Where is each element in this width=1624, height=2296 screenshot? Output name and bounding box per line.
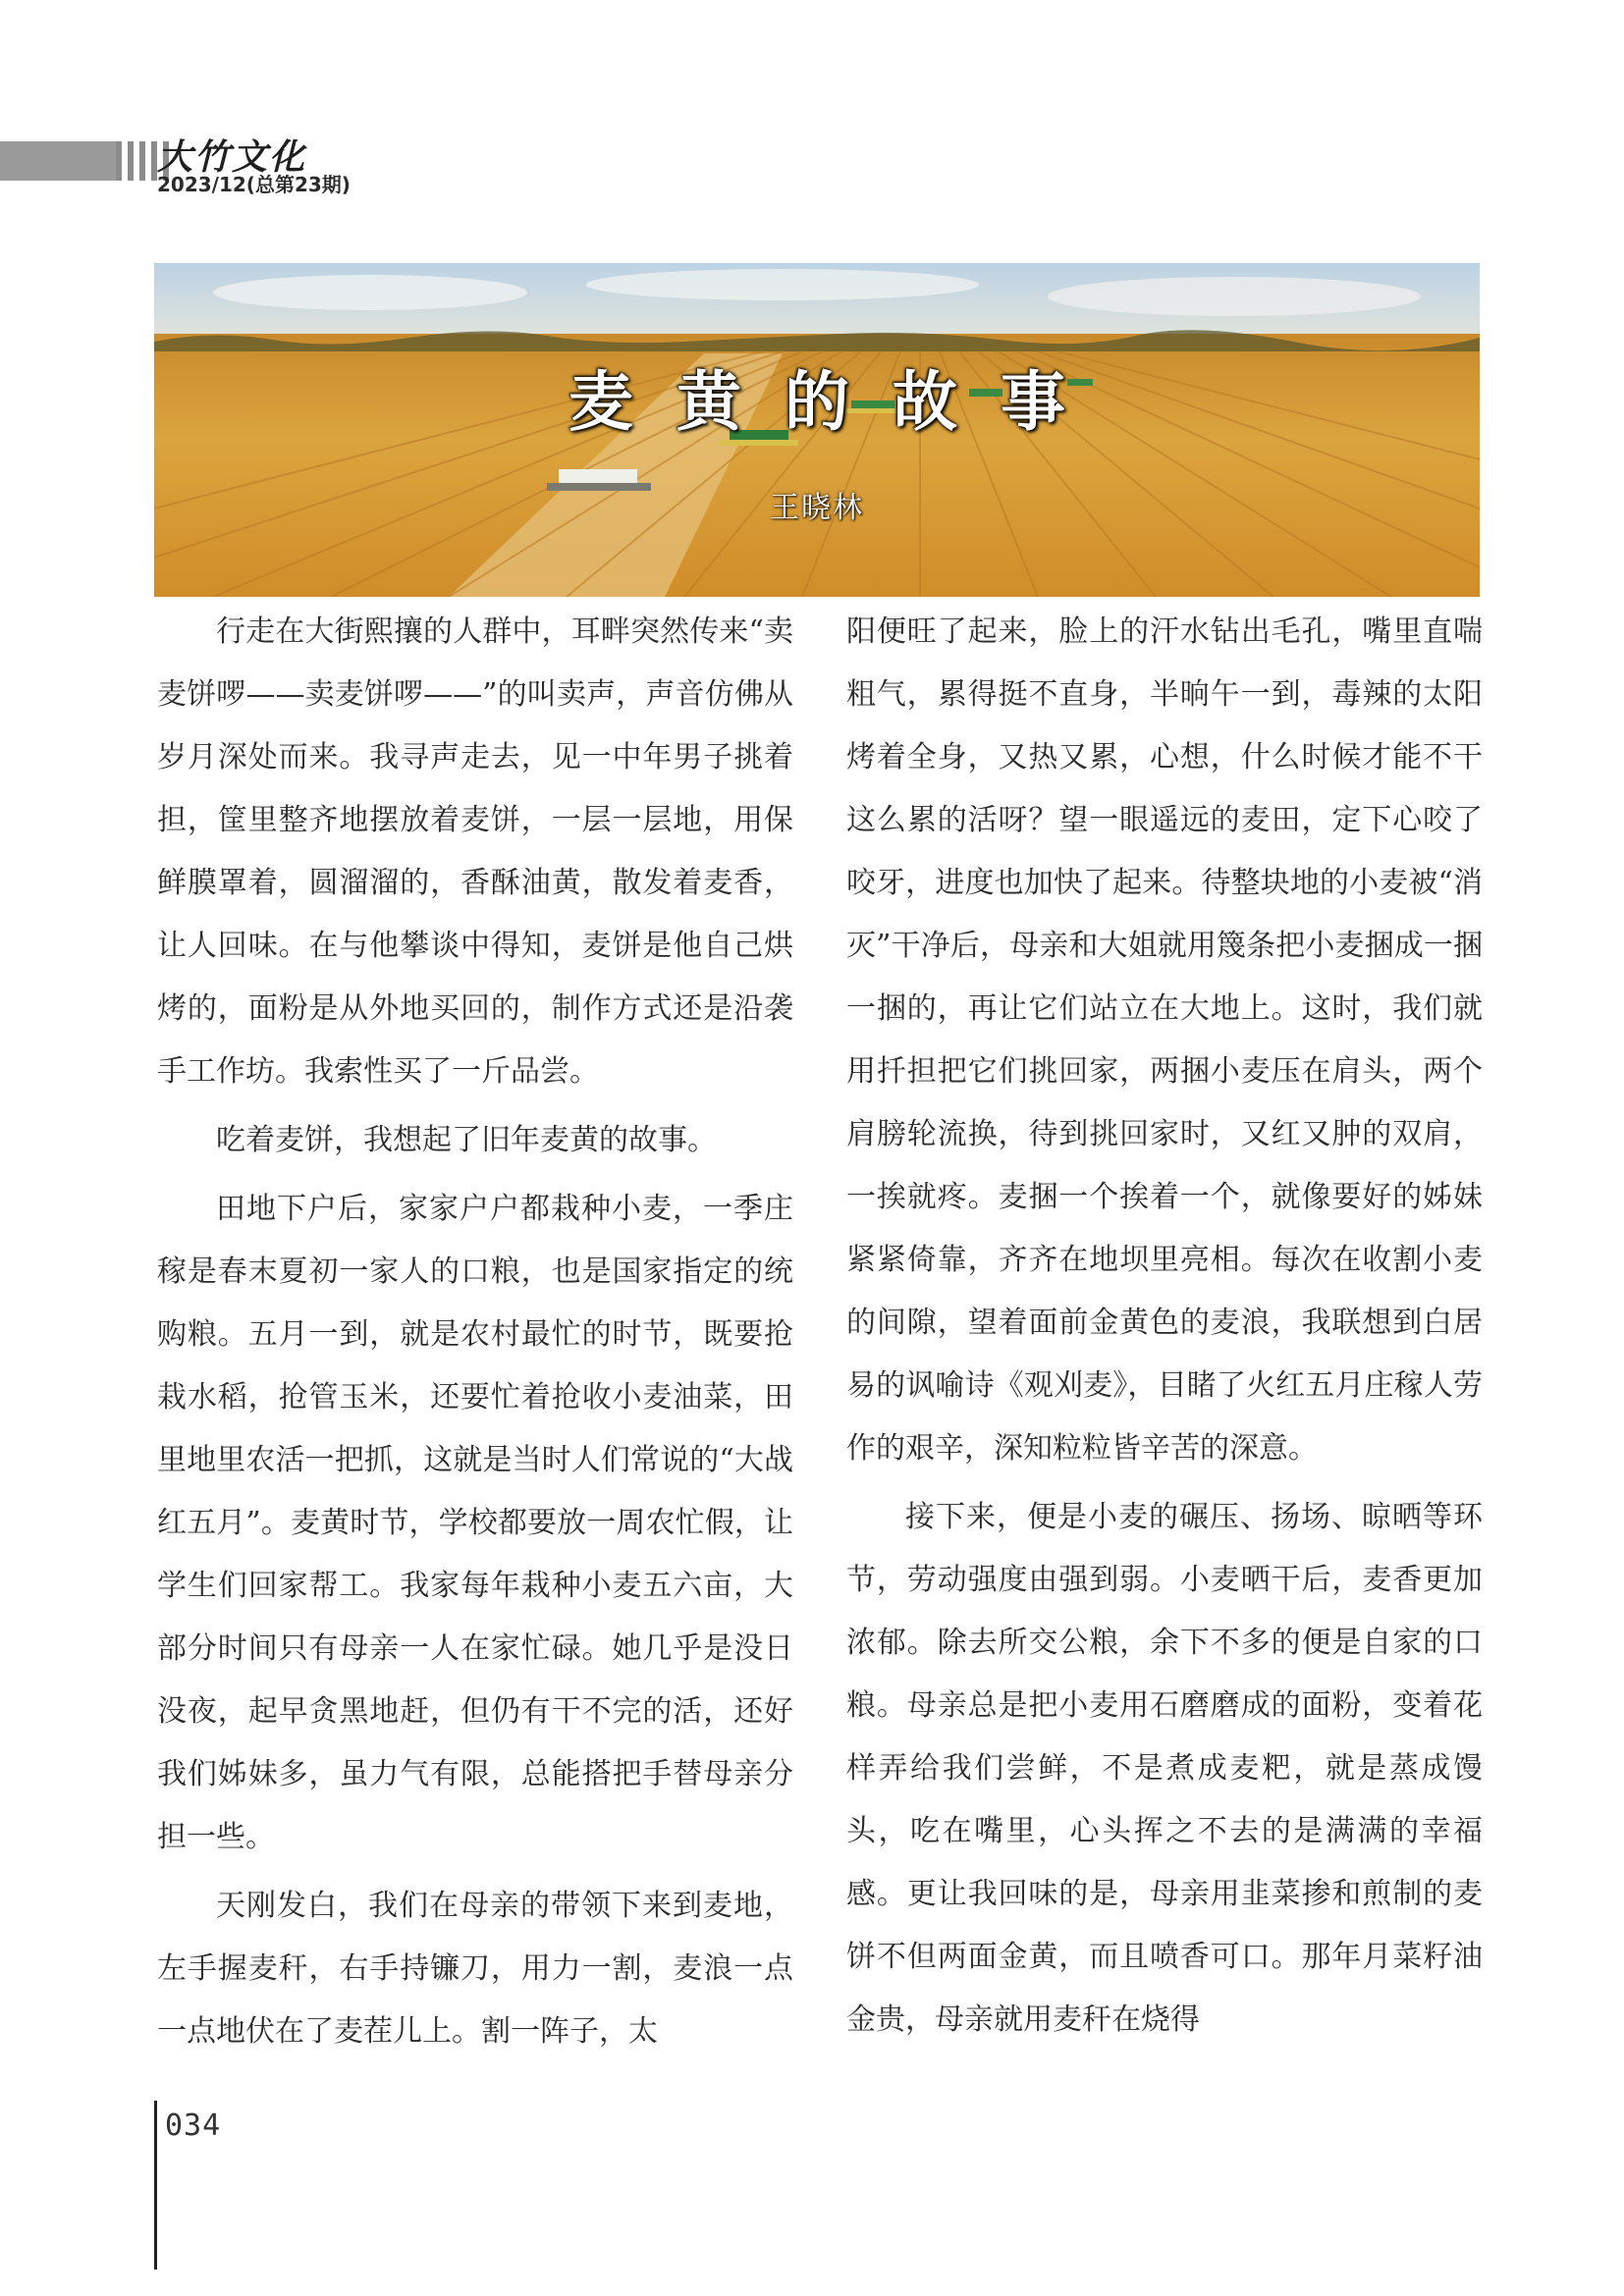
paragraph: 吃着麦饼，我想起了旧年麦黄的故事。 — [216, 1123, 717, 1157]
article-banner — [154, 263, 1480, 597]
paragraph: 田地下户后，家家户户都栽种小麦，一季庄稼是春末夏初一家人的口粮，也是国家指定的统购粮。五月一到，就是农村最忙的时节，既要抢栽水稻，抢管玉米，还要忙着抢收小麦油菜，田里地里农活一把抓，这就是当时人们常说的“大战红五月”。麦黄时节，学校都要放一周农忙假，让学生们回家帮工。我家每年栽种小麦五六亩，大部分时间只有母亲一人在家忙碌。她几乎是没日没夜，起早贪黑地赶，但仍有干不完的活，还好我们姊妹多，虽力气有限，总能搭把手替母亲分担一些。 — [157, 1192, 793, 1854]
masthead — [0, 130, 393, 196]
magazine-title: 大竹文化 — [157, 136, 307, 178]
issue-info: 2023/12(总第23期) — [157, 173, 351, 196]
text-column-right — [846, 601, 1483, 2052]
paragraph: 接下来，便是小麦的碾压、扬场、晾晒等环节，劳动强度由强到弱。小麦晒干后，麦香更加浓郁。除去所交公粮，余下不多的便是自家的口粮。母亲总是把小麦用石磨磨成的面粉，变着花样弄给我们尝鲜，不是煮成麦粑，就是蒸成馒头，吃在嘴里，心头挥之不去的是满满的幸福感。更让我回味的是，母亲用韭菜掺和煎制的麦饼不但两面金黄，而且喷香可口。那年月菜籽油金贵，母亲就用麦秆在烧得 — [846, 1500, 1483, 2037]
text-column-left — [157, 601, 793, 2063]
masthead-gray-bar — [0, 141, 116, 181]
page-rule — [154, 2101, 157, 2269]
paragraph: 阳便旺了起来，脸上的汗水钻出毛孔，嘴里直喘粗气，累得挺不直身，半晌午一到，毒辣的太阳烤着全身，又热又累，心想，什么时候才能不干这么累的活呀？望一眼遥远的麦田，定下心咬了咬牙，进度也加快了起来。待整块地的小麦被“消灭”干净后，母亲和大姐就用篾条把小麦捆成一捆一捆的，再让它们站立在大地上。这时，我们就用扦担把它们挑回家，两捆小麦压在肩头，两个肩膀轮流换，待到挑回家时，又红又肿的双肩，一挨就疼。麦捆一个挨着一个，就像要好的姊妹紧紧倚靠，齐齐在地坝里亮相。每次在收割小麦的间隙，望着面前金黄色的麦浪，我联想到白居易的讽喻诗《观刈麦》，目睹了火红五月庄稼人劳作的艰辛，深知粒粒皆辛苦的深意。 — [846, 614, 1483, 1466]
article-title: 麦黄的故事 — [568, 364, 1109, 440]
article-author: 王晓林 — [770, 491, 864, 525]
paragraph: 行走在大街熙攘的人群中，耳畔突然传来“卖麦饼啰——卖麦饼啰——”的叫卖声，声音仿佛从岁月深处而来。我寻声走去，见一中年男子挑着担，筐里整齐地摆放着麦饼，一层一层地，用保鲜膜罩着，圆溜溜的，香酥油黄，散发着麦香，让人回味。在与他攀谈中得知，麦饼是他自己烘烤的，面粉是从外地买回的，制作方式还是沿袭手工作坊。我索性买了一斤品尝。 — [157, 614, 793, 1089]
paragraph: 天刚发白，我们在母亲的带领下来到麦地，左手握麦秆，右手持镰刀，用力一割，麦浪一点一点地伏在了麦茬儿上。割一阵子，太 — [157, 1889, 793, 2049]
page-number: 034 — [165, 2109, 222, 2143]
